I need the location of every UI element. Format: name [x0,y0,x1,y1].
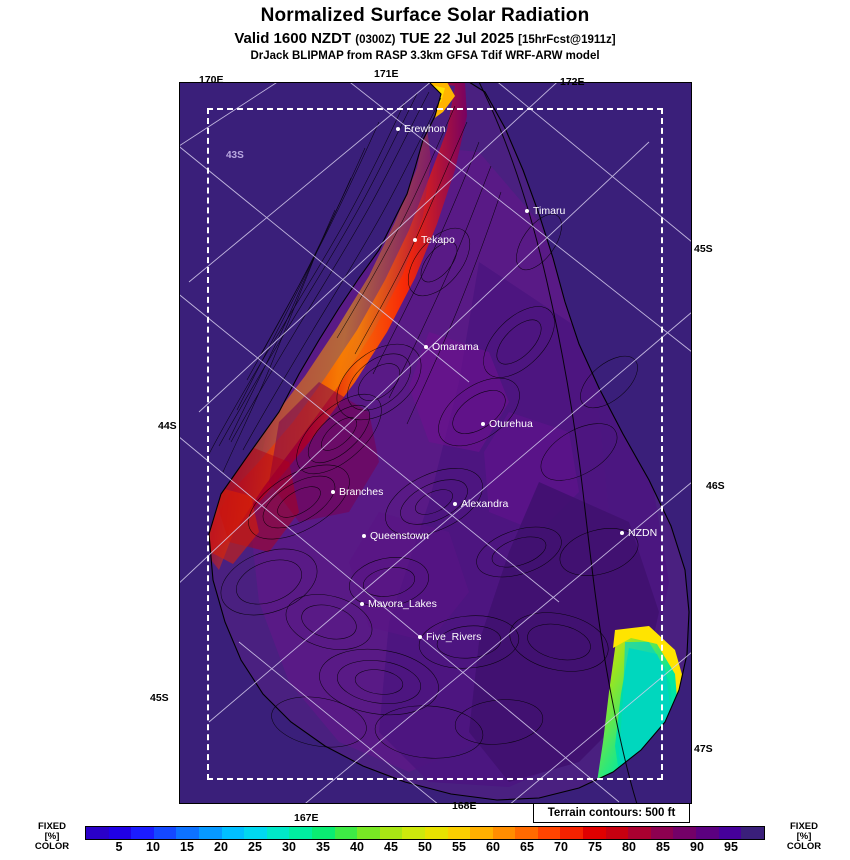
forecast-domain-box [207,108,663,780]
city-name: Timaru [533,205,566,217]
colorbar-tick-50: 50 [418,840,432,854]
lon-label-167e: 167E [294,812,319,824]
colorbar-swatch-1 [109,827,132,839]
city-dot [362,534,366,538]
fixed-line-1: FIXED [790,821,818,832]
colorbar-tick-75: 75 [588,840,602,854]
city-name: Omarama [432,341,479,353]
header [0,0,850,62]
lon-label-170e: 170E [199,74,224,86]
fixed-line-3: COLOR [34,841,70,852]
city-dot [481,422,485,426]
colorbar-tick-90: 90 [690,840,704,854]
valid-time: Valid 1600 NZDT [234,30,352,47]
lat-label-46s: 46S [706,480,725,492]
colorbar-tick-70: 70 [554,840,568,854]
colorbar-tick-25: 25 [248,840,262,854]
colorbar-swatch-8 [267,827,290,839]
colorbar-tick-40: 40 [350,840,364,854]
fixed-color-label-left [26,822,78,852]
valid-utc: (0300Z) [355,34,396,46]
colorbar-swatch-28 [719,827,742,839]
colorbar-swatch-23 [606,827,629,839]
colorbar-tick-55: 55 [452,840,466,854]
colorbar-swatch-16 [448,827,471,839]
city-name: Queenstown [370,530,429,542]
valid-time-line [0,30,850,47]
colorbar-swatch-10 [312,827,335,839]
city-dot [413,238,417,242]
city-dot [424,345,428,349]
colorbar-swatch-3 [154,827,177,839]
colorbar-swatch-12 [357,827,380,839]
colorbar-tick-5: 5 [115,840,123,854]
city-name: Alexandra [461,498,509,510]
lon-label-172e: 172E [560,76,585,88]
colorbar-swatch-22 [583,827,606,839]
colorbar-tick-95: 95 [724,840,738,854]
valid-date: TUE 22 Jul 2025 [399,30,514,47]
lon-label-171e: 171E [374,68,399,80]
fixed-color-label-right [778,822,830,852]
colorbar-swatch-7 [244,827,267,839]
colorbar-tick-10: 10 [146,840,160,854]
colorbar-tick-80: 80 [622,840,636,854]
fixed-line-1: FIXED [38,821,66,832]
colorbar-swatch-15 [425,827,448,839]
colorbar-ticks [85,840,765,858]
colorbar-swatch-18 [493,827,516,839]
city-name: Erewhon [404,123,446,135]
lat-label-44s: 44S [158,420,177,432]
city-name: Oturehua [489,418,533,430]
fixed-line-2: [%] [796,831,812,842]
colorbar-swatch-17 [470,827,493,839]
lat-label-45s-right: 45S [694,243,713,255]
colorbar-tick-20: 20 [214,840,228,854]
fixed-line-3: COLOR [786,841,822,852]
colorbar-tick-65: 65 [520,840,534,854]
city-dot [396,127,400,131]
forecast-tag: [15hrFcst@1911z] [518,34,616,46]
model-line: DrJack BLIPMAP from RASP 3.3km GFSA Tdif WRF-ARW model [250,50,600,62]
lat-label-47s: 47S [694,743,713,755]
city-name: Five_Rivers [426,631,482,643]
colorbar-tick-15: 15 [180,840,194,854]
colorbar-swatch-27 [696,827,719,839]
colorbar-swatch-6 [222,827,245,839]
colorbar-tick-60: 60 [486,840,500,854]
colorbar-swatch-20 [538,827,561,839]
colorbar-swatch-2 [131,827,154,839]
lon-label-168e: 168E [452,800,477,812]
lat-label-45s-left: 45S [150,692,169,704]
city-dot [331,490,335,494]
city-name: Mavora_Lakes [368,598,437,610]
city-name: NZDN [628,527,658,539]
city-dot [525,209,529,213]
colorbar-tick-45: 45 [384,840,398,854]
colorbar-swatch-25 [651,827,674,839]
colorbar-swatch-19 [515,827,538,839]
city-dot [453,502,457,506]
colorbar-swatch-21 [560,827,583,839]
grid-label-43s: 43S [226,150,244,161]
colorbar-swatch-14 [402,827,425,839]
colorbar-swatch-11 [335,827,358,839]
colorbar-swatch-29 [741,827,764,839]
city-name: Tekapo [421,234,455,246]
terrain-contour-note: Terrain contours: 500 ft [533,803,690,823]
colorbar-tick-35: 35 [316,840,330,854]
colorbar-swatch-26 [673,827,696,839]
city-dot [620,531,624,535]
colorbar-swatch-0 [86,827,109,839]
colorbar-tick-30: 30 [282,840,296,854]
city-dot [360,602,364,606]
colorbar-swatch-5 [199,827,222,839]
city-dot [418,635,422,639]
page-title: Normalized Surface Solar Radiation [260,5,590,26]
city-name: Branches [339,486,384,498]
colorbar-swatch-4 [176,827,199,839]
colorbar-swatch-9 [289,827,312,839]
colorbar-section [0,826,850,860]
colorbar-swatch-24 [628,827,651,839]
fixed-line-2: [%] [44,831,60,842]
colorbar-tick-85: 85 [656,840,670,854]
colorbar [85,826,765,840]
colorbar-swatch-13 [380,827,403,839]
